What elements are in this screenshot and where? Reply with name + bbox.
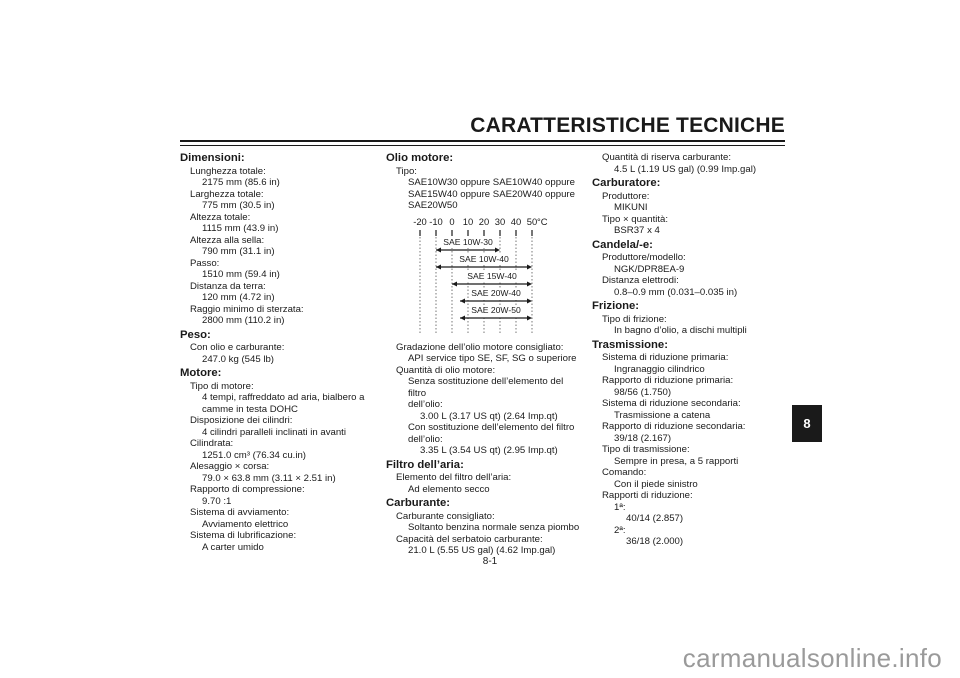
spec-line: Avviamento elettrico bbox=[202, 518, 289, 530]
spec-column-1 bbox=[180, 152, 370, 553]
spec-line: Tipo di motore: bbox=[190, 380, 254, 392]
oil-grade-label: SAE 20W-50 bbox=[471, 304, 521, 315]
section-heading: Carburatore: bbox=[592, 177, 661, 189]
spec-line: Gradazione dell’olio motore consigliato: bbox=[396, 341, 564, 353]
spec-line: 2800 mm (110.2 in) bbox=[202, 315, 285, 326]
section-heading: Dimensioni: bbox=[180, 152, 245, 164]
spec-line: Distanza da terra: bbox=[190, 280, 266, 292]
spec-line: Produttore: bbox=[602, 190, 650, 202]
spec-line: 98/56 (1.750) bbox=[614, 386, 672, 398]
spec-line: 1115 mm (43.9 in) bbox=[202, 223, 279, 234]
temperature-tick-label: -10 bbox=[429, 215, 443, 227]
spec-line: Rapporto di compressione: bbox=[190, 484, 305, 495]
temperature-tick-label: 10 bbox=[462, 215, 474, 227]
spec-line: Sistema di riduzione primaria: bbox=[602, 352, 729, 363]
oil-grade-arrow-right bbox=[527, 281, 532, 286]
oil-grade-arrow-right bbox=[527, 315, 532, 320]
spec-line: Distanza elettrodi: bbox=[602, 275, 679, 286]
page-title: CARATTERISTICHE TECNICHE bbox=[470, 114, 785, 137]
spec-line: BSR37 x 4 bbox=[614, 225, 660, 236]
spec-line: SAE20W50 bbox=[408, 200, 458, 211]
temperature-tick-label: 40 bbox=[510, 215, 522, 227]
spec-line: 39/18 (2.167) bbox=[614, 432, 672, 444]
oil-grade-arrow-left bbox=[460, 298, 465, 303]
spec-line: 2ª: bbox=[614, 524, 626, 536]
temperature-tick-label: 30 bbox=[494, 215, 506, 227]
spec-column-2 bbox=[386, 152, 581, 557]
section-heading: Candela/-e: bbox=[592, 238, 653, 251]
spec-line: Rapporto di riduzione primaria: bbox=[602, 375, 734, 386]
spec-line: Con sostituzione dell’elemento del filtro bbox=[408, 422, 575, 433]
spec-line: dell’olio: bbox=[408, 399, 443, 410]
oil-grade-arrow-left bbox=[460, 315, 465, 320]
spec-line: Lunghezza totale: bbox=[190, 165, 266, 177]
spec-line: dell’olio: bbox=[408, 433, 443, 445]
spec-line: 36/18 (2.000) bbox=[626, 536, 684, 547]
spec-line: Larghezza totale: bbox=[190, 188, 264, 200]
spec-line: Elemento del filtro dell’aria: bbox=[396, 472, 512, 483]
spec-line: 21.0 L (5.55 US gal) (4.62 Imp.gal) bbox=[408, 545, 556, 556]
spec-line: Sistema di riduzione secondaria: bbox=[602, 398, 741, 409]
spec-line: API service tipo SE, SF, SG o superiore bbox=[408, 353, 577, 364]
spec-line: Rapporti di riduzione: bbox=[602, 490, 693, 501]
spec-line: A carter umido bbox=[202, 541, 264, 553]
oil-and-fuel-section bbox=[386, 342, 581, 557]
spec-line: SAE10W30 oppure SAE10W40 oppure bbox=[408, 177, 575, 188]
spec-line: 40/14 (2.857) bbox=[626, 513, 684, 524]
spec-line: Quantità di olio motore: bbox=[396, 364, 496, 376]
spec-line: Disposizione dei cilindri: bbox=[190, 415, 293, 426]
section-heading: Carburante: bbox=[386, 497, 451, 509]
spec-line: Passo: bbox=[190, 257, 220, 269]
oil-grade-arrow-right bbox=[495, 247, 500, 252]
spec-line: 775 mm (30.5 in) bbox=[202, 200, 275, 211]
oil-grade-arrow-left bbox=[452, 281, 457, 286]
oil-grade-arrow-right bbox=[527, 264, 532, 269]
spec-line: 3.00 L (3.17 US qt) (2.64 Imp.qt) bbox=[420, 410, 558, 422]
spec-line: Altezza alla sella: bbox=[190, 234, 265, 246]
spec-line: Ingranaggio cilindrico bbox=[614, 363, 705, 375]
chapter-tab: 8 bbox=[792, 405, 822, 442]
spec-line: 1251.0 cm³ (76.34 cu.in) bbox=[202, 449, 306, 461]
spec-line: Comando: bbox=[602, 467, 647, 478]
spec-line: 2175 mm (85.6 in) bbox=[202, 177, 280, 188]
spec-line: 1ª: bbox=[614, 501, 626, 513]
spec-line: 4 tempi, raffreddato ad aria, bialbero a bbox=[202, 392, 365, 403]
spec-line: Tipo: bbox=[396, 165, 417, 177]
oil-grade-label: SAE 10W-30 bbox=[443, 236, 493, 247]
spec-line: Tipo di trasmissione: bbox=[602, 444, 690, 455]
page-number: 8-1 bbox=[482, 556, 498, 567]
oil-grade-arrow-right bbox=[527, 298, 532, 303]
watermark-text: carmanualsonline.info bbox=[682, 643, 942, 673]
spec-line: Capacità del serbatoio carburante: bbox=[396, 533, 543, 545]
section-heading: Frizione: bbox=[592, 300, 640, 312]
spec-line: Tipo × quantità: bbox=[602, 213, 669, 225]
spec-line: Alesaggio × corsa: bbox=[190, 461, 270, 472]
section-heading: Motore: bbox=[180, 367, 222, 379]
spec-line: MIKUNI bbox=[614, 202, 648, 213]
oil-grade-arrow-left bbox=[436, 247, 441, 252]
spec-line: camme in testa DOHC bbox=[202, 403, 298, 415]
spec-line: Sempre in presa, a 5 rapporti bbox=[614, 455, 739, 467]
spec-line: 1510 mm (59.4 in) bbox=[202, 269, 280, 280]
spec-line: Rapporto di riduzione secondaria: bbox=[602, 421, 746, 432]
spec-line: Con il piede sinistro bbox=[614, 478, 698, 490]
spec-line: 120 mm (4.72 in) bbox=[202, 292, 275, 303]
spec-line: Con olio e carburante: bbox=[190, 342, 285, 353]
spec-line: 3.35 L (3.54 US qt) (2.95 Imp.qt) bbox=[420, 445, 558, 456]
spec-line: 4.5 L (1.19 US gal) (0.99 Imp.gal) bbox=[614, 163, 757, 175]
oil-grade-label: SAE 15W-40 bbox=[467, 270, 517, 281]
temperature-tick-label: 50 bbox=[526, 215, 538, 227]
oil-grade-arrow-left bbox=[436, 264, 441, 269]
header-rule-thick bbox=[180, 140, 785, 142]
temperature-tick-label: 0 bbox=[449, 215, 455, 227]
section-heading: Trasmissione: bbox=[592, 338, 668, 351]
spec-line: Tipo di frizione: bbox=[602, 313, 667, 325]
oil-grade-label: SAE 20W-40 bbox=[471, 287, 521, 298]
spec-line: 79.0 × 63.8 mm (3.11 × 2.51 in) bbox=[202, 472, 336, 484]
spec-line: Altezza totale: bbox=[190, 211, 251, 223]
section-heading: Peso: bbox=[180, 328, 211, 341]
oil-viscosity-chart bbox=[410, 216, 580, 336]
spec-line: Ad elemento secco bbox=[408, 483, 490, 495]
header-rule-thin bbox=[180, 145, 785, 146]
spec-line: Sistema di avviamento: bbox=[190, 507, 290, 518]
spec-line: Carburante consigliato: bbox=[396, 510, 495, 522]
spec-line: Quantità di riserva carburante: bbox=[602, 152, 732, 163]
oil-grade-label: SAE 10W-40 bbox=[459, 253, 509, 264]
spec-line: In bagno d’olio, a dischi multipli bbox=[614, 325, 747, 336]
spec-line: 9.70 :1 bbox=[202, 495, 232, 507]
spec-line: Raggio minimo di sterzata: bbox=[190, 303, 304, 315]
spec-line: 790 mm (31.1 in) bbox=[202, 246, 275, 257]
section-heading: Filtro dell’aria: bbox=[386, 458, 464, 471]
spec-line: 247.0 kg (545 lb) bbox=[202, 353, 274, 365]
spec-line: NGK/DPR8EA-9 bbox=[614, 263, 685, 275]
spec-column-3 bbox=[592, 152, 787, 548]
temperature-tick-label: 20 bbox=[478, 215, 490, 227]
spec-line: 0.8–0.9 mm (0.031–0.035 in) bbox=[614, 286, 738, 298]
section-heading: Olio motore: bbox=[386, 152, 454, 164]
engine-oil-section bbox=[386, 152, 581, 212]
spec-line: SAE15W40 oppure SAE20W40 oppure bbox=[408, 188, 575, 200]
spec-line: Cilindrata: bbox=[190, 438, 234, 449]
temperature-unit: °C bbox=[537, 215, 548, 227]
spec-line: Senza sostituzione dell’elemento del filtro bbox=[408, 376, 564, 399]
spec-line: Soltanto benzina normale senza piombo bbox=[408, 522, 580, 533]
spec-line: Trasmissione a catena bbox=[614, 409, 711, 421]
spec-line: 4 cilindri paralleli inclinati in avanti bbox=[202, 426, 346, 438]
spec-line: Produttore/modello: bbox=[602, 252, 686, 263]
spec-line: Sistema di lubrificazione: bbox=[190, 530, 297, 541]
temperature-tick-label: -20 bbox=[413, 215, 427, 227]
